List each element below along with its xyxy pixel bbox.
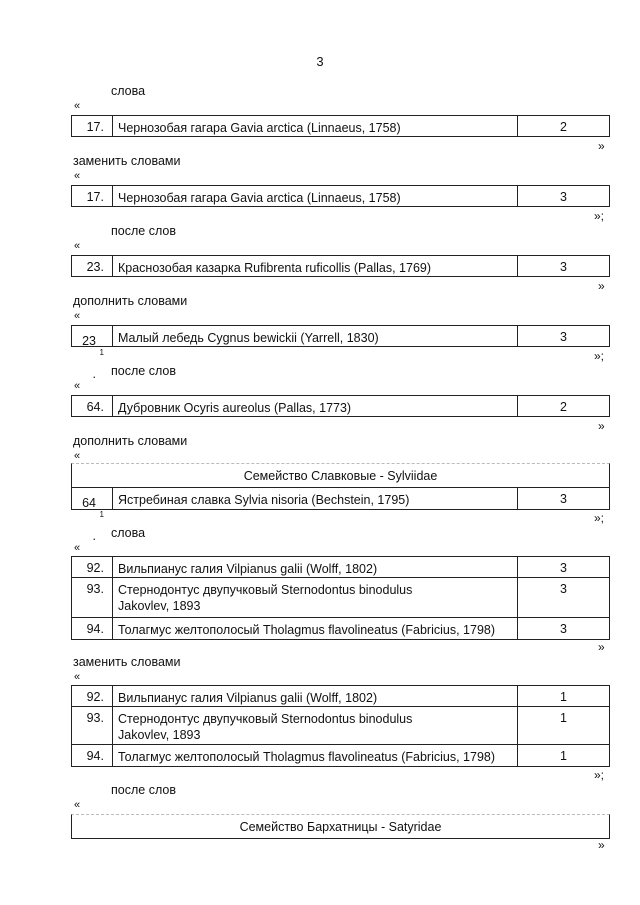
- open-quote: «: [74, 310, 81, 322]
- status-category: 3: [517, 256, 609, 276]
- species-name: Вильпианус галия Vilpianus galii (Wolff, 1802): [118, 562, 378, 576]
- species-table: [71, 185, 610, 207]
- table-row: [72, 556, 609, 578]
- species-name: Малый лебедь Cygnus bewickii (Yarrell, 1830): [118, 331, 379, 345]
- status-category: 3: [517, 557, 609, 577]
- row-number: 93.: [72, 578, 113, 617]
- row-number: 64 $^1$ .: [72, 488, 113, 509]
- species-name: Стернодонтус двупучковый Sternodontus binodulus Jakovlev, 1893: [118, 712, 413, 742]
- row-number: 94.: [72, 745, 113, 766]
- close-quote: »: [598, 139, 605, 153]
- species-table: [71, 556, 610, 640]
- family-header: Семейство Бархатницы - Satyridae: [72, 815, 609, 839]
- table-row: [72, 395, 609, 417]
- status-category: 1: [517, 707, 609, 744]
- species-table: [71, 685, 610, 767]
- status-category: 1: [517, 745, 609, 766]
- status-category: 3: [517, 326, 609, 346]
- species-name: Толагмус желтополосый Tholagmus flavolineatus (Fabricius, 1798): [118, 623, 496, 637]
- species-name: Чернозобая гагара Gavia arctica (Linnaeus, 1758): [118, 121, 401, 135]
- open-quote: «: [74, 100, 81, 112]
- table-row: [72, 685, 609, 707]
- table-row: [72, 255, 609, 277]
- status-category: 2: [517, 396, 609, 416]
- open-quote: «: [74, 170, 81, 182]
- table-row: [72, 578, 609, 618]
- row-number: 92.: [72, 686, 113, 706]
- species-name: Ястребиная славка Sylvia nisoria (Bechstein, 1795): [118, 493, 410, 507]
- instruction-words: слова: [111, 526, 146, 540]
- open-quote: «: [74, 542, 81, 554]
- species-table: [71, 814, 610, 839]
- instruction-replace: заменить словами: [73, 154, 181, 168]
- species-name: Дубровник Ocyris aureolus (Pallas, 1773): [118, 401, 352, 415]
- instruction-add: дополнить словами: [73, 434, 188, 448]
- close-quote: »;: [594, 349, 605, 363]
- table-row: [72, 745, 609, 767]
- family-header: Семейство Славковые - Sylviidae: [72, 464, 609, 488]
- row-number: 93.: [72, 707, 113, 744]
- species-name: Стернодонтус двупучковый Sternodontus binodulus Jakovlev, 1893: [118, 583, 413, 613]
- species-name: Краснозобая казарка Rufibrenta ruficollis (Pallas, 1769): [118, 261, 432, 275]
- instruction-replace: заменить словами: [73, 655, 181, 669]
- row-number: 23.: [72, 256, 113, 276]
- page-number: 3: [316, 54, 324, 69]
- open-quote: «: [74, 380, 81, 392]
- instruction-after: после слов: [111, 783, 176, 797]
- instruction-after: после слов: [111, 364, 176, 378]
- status-category: 3: [517, 488, 609, 509]
- status-category: 2: [517, 116, 609, 136]
- status-category: 3: [517, 618, 609, 639]
- close-quote: »: [598, 419, 605, 433]
- instruction-after: после слов: [111, 224, 176, 238]
- row-number: 64.: [72, 396, 113, 416]
- close-quote: »;: [594, 209, 605, 223]
- row-number: 23 $^1$ .: [72, 326, 113, 346]
- status-category: 1: [517, 686, 609, 706]
- species-table: [71, 255, 610, 277]
- close-quote: »;: [594, 511, 605, 525]
- status-category: 3: [517, 186, 609, 206]
- open-quote: «: [74, 799, 81, 811]
- species-name: Вильпианус галия Vilpianus galii (Wolff, 1802): [118, 691, 378, 705]
- row-number: 17.: [72, 116, 113, 136]
- close-quote: »;: [594, 768, 605, 782]
- instruction-add: дополнить словами: [73, 294, 188, 308]
- open-quote: «: [74, 671, 81, 683]
- close-quote: »: [598, 279, 605, 293]
- species-table: [71, 115, 610, 137]
- species-name: Чернозобая гагара Gavia arctica (Linnaeus, 1758): [118, 191, 401, 205]
- open-quote: «: [74, 450, 81, 462]
- open-quote: «: [74, 240, 81, 252]
- table-row: [72, 185, 609, 207]
- close-quote: »: [598, 640, 605, 654]
- table-row: [72, 618, 609, 640]
- instruction-words: слова: [111, 84, 146, 98]
- status-category: 3: [517, 578, 609, 617]
- row-number: 17.: [72, 186, 113, 206]
- close-quote: »: [598, 838, 605, 852]
- species-table: [71, 395, 610, 417]
- row-number: 92.: [72, 557, 113, 577]
- table-row: [72, 707, 609, 745]
- species-name: Толагмус желтополосый Tholagmus flavolineatus (Fabricius, 1798): [118, 750, 496, 764]
- row-number: 94.: [72, 618, 113, 639]
- table-row: [72, 115, 609, 137]
